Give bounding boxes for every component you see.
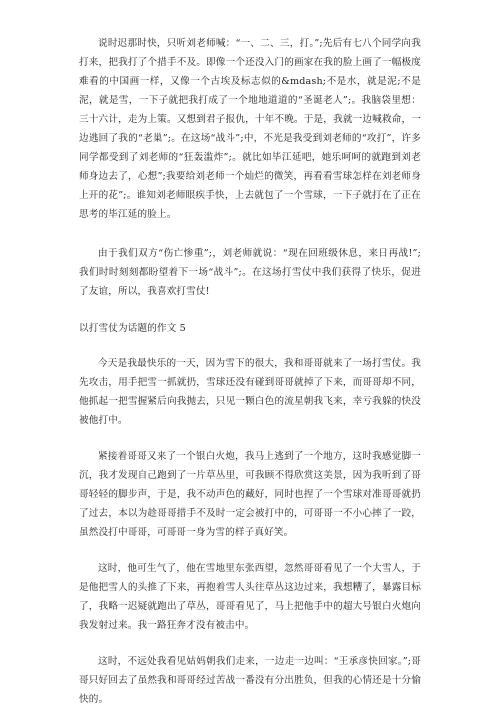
paragraph-gap [79,224,421,244]
paragraph-aunt-calls-home: 这时，不远处我看见姑妈朝我们走来，一边走一边叫：“王承彦快回家。”;哥哥只好回去了虽然我和哥哥经过苦战一番没有分出胜负，但我的心情还是十分愉快的。 [79,656,421,705]
paragraph-gap [79,301,421,319]
paragraph-snowball-fight-with-teacher: 说时迟那时快，只听刘老师喊：“一、二、三，打。”;先后有七八个同学向我打来，把我打了个措手不及。即像一个还没入门的画家在我的脸上画了一幅极度难看的中国画一样，又像一个古埃及标志似的&mdash;不是水，就是泥;不是泥，就是雪，一下子就把我打成了一个地地道道的“圣诞老人”;。我脑袋里想：三十六计，走为上策。又想到君子报仇，十年不晚。于是，我就一边喊救命，一边逃回了我的“老巢”;。在这场“战斗”;中，不光是我受到刘老师的“攻打”，许多同学都受到了刘老师的“狂轰滥炸”;。就比如毕江延吧，她乐呵呵的就跑到刘老师身边去了，心想”;我要给刘老师一个灿烂的微笑，再看看雪球怎样在刘老师身上开的花”;。谁知刘老师眼疾手快，上去就包了一个雪球，一下子就打在了正在思考的毕江延的脸上。 [79,38,421,220]
paragraph-conclusion: 由于我们双方“伤亡惨重”;，刘老师就说：“现在回班级休息，来日再战!”;我们时时刻刻都盼望着下一场“战斗”;。在这场打雪仗中我们获得了快乐，促进了友谊，所以，我喜欢打雪仗! [79,248,421,297]
paragraph-gap [79,635,421,652]
paragraph-grass-hiding: 紧接着哥哥又来了一个银白火炮，我马上逃到了一个地方，这时我感觉脚一沉，我才发现自己跑到了一片草丛里，可我顾不得欣赏这美景，因为我听到了哥哥轻轻的脚步声，于是，我不动声色的藏好，同时也捏了一个雪球对准哥哥就扔了过去，本以为趁哥哥措手不及时一定会被打中的，可哥哥一不小心摔了一跤，虽然没打中哥哥，可哥哥一身为雪的样子真好笑。 [79,451,421,538]
paragraph-gap [79,542,421,559]
paragraph-gap [79,338,421,354]
paragraph-snowman-head: 这时，他可生气了，他在雪地里东张西望，忽然哥哥看见了一个大雪人，于是他把雪人的头推了下来，再抱着雪人头往草丛这边过来，我想糟了，暴露目标了，我略一迟疑就跑出了草丛，哥哥看见了，马上把他手中的超大号银白火炮向我发射过来。我一路狂奔才没有被击中。 [79,563,421,631]
paragraph-gap [79,430,421,447]
section-heading: 以打雪仗为话题的作文 5 [79,323,186,334]
paragraph-happiest-day: 今天是我最快乐的一天，因为雪下的很大，我和哥哥就来了一场打雪仗。我先攻击，用手把雪一抓就扔，雪球还没有碰到哥哥就掉了下来，而哥哥却不同，他抓起一把雪握紧后向我抛去，只见一颗白色的流星朝我飞来，幸亏我躲的快没被他打中。 [79,358,421,426]
